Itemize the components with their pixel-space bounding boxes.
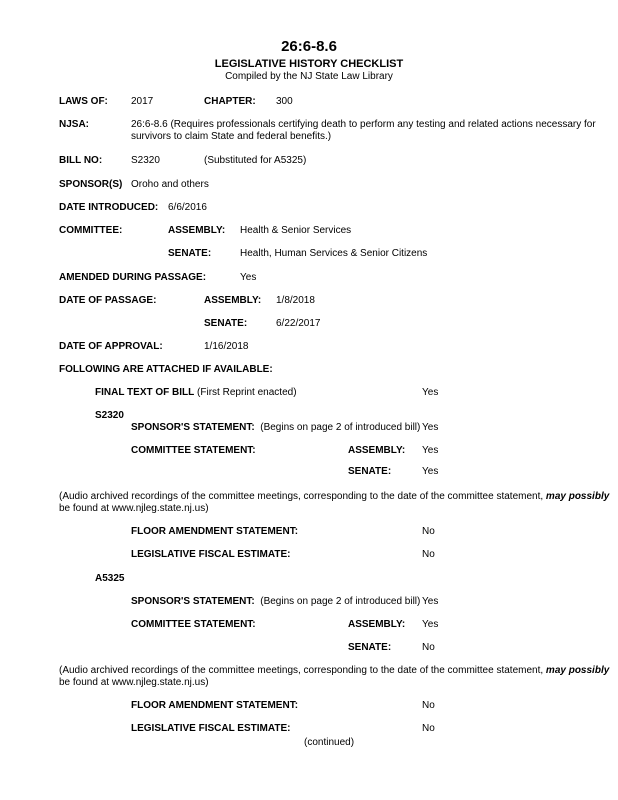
- committee-senate-label: SENATE:: [168, 248, 212, 259]
- s2320-sponsor-row: [131, 422, 420, 434]
- document-subtitle: Compiled by the NJ State Law Library: [225, 71, 393, 82]
- a5325-fiscal-value: No: [422, 723, 435, 734]
- audio-note-2-text: (Audio archived recordings of the committee meetings, corresponding to the date of the committee statement,: [59, 665, 544, 676]
- audio-note-emphasis: may possibly: [545, 491, 610, 502]
- chapter-value: 300: [276, 96, 293, 107]
- a5325-sponsor-note: (Begins on page 2 of introduced bill): [260, 596, 421, 607]
- committee-senate-value: Health, Human Services & Senior Citizens: [240, 248, 428, 259]
- audio-note-text: (Audio archived recordings of the committee meetings, corresponding to the date of the committee statement,: [59, 491, 544, 502]
- date-of-passage-label: DATE OF PASSAGE:: [59, 295, 157, 306]
- audio-note-2-line-1: [59, 665, 609, 677]
- document-title: LEGISLATIVE HISTORY CHECKLIST: [214, 58, 404, 70]
- s2320-sponsor-label: SPONSOR'S STATEMENT:: [131, 422, 255, 433]
- sponsors-value: Oroho and others: [131, 179, 209, 190]
- date-introduced-label: DATE INTRODUCED:: [59, 202, 159, 213]
- final-text-value: Yes: [422, 387, 439, 398]
- a5325-sponsor-value: Yes: [422, 596, 439, 607]
- passage-senate-value: 6/22/2017: [276, 318, 321, 329]
- a5325-senate-value: No: [422, 642, 435, 653]
- s2320-sponsor-value: Yes: [422, 422, 439, 433]
- s2320-senate-label: SENATE:: [348, 466, 392, 477]
- audio-note-line-1: [59, 491, 609, 503]
- continued-note: (continued): [304, 737, 355, 748]
- s2320-committee-label: COMMITTEE STATEMENT:: [131, 445, 256, 456]
- bill-no-value: S2320: [131, 155, 160, 166]
- final-text-note: (First Reprint enacted): [197, 387, 297, 398]
- laws-of-value: 2017: [131, 96, 154, 107]
- page-title: 26:6-8.6: [281, 38, 337, 55]
- bill-substituted: (Substituted for A5325): [204, 155, 307, 166]
- date-introduced-value: 6/6/2016: [168, 202, 207, 213]
- committee-assembly-value: Health & Senior Services: [240, 225, 352, 236]
- a5325-sponsor-row: [131, 596, 420, 608]
- amended-value: Yes: [240, 272, 257, 283]
- s2320-floor-label: FLOOR AMENDMENT STATEMENT:: [131, 526, 299, 537]
- a5325-sponsor-label: SPONSOR'S STATEMENT:: [131, 596, 255, 607]
- passage-senate-label: SENATE:: [204, 318, 248, 329]
- audio-note-2-line-2: be found at www.njleg.state.nj.us): [59, 677, 209, 688]
- laws-of-label: LAWS OF:: [59, 96, 108, 107]
- njsa-line-1: 26:6-8.6 (Requires professionals certifying death to perform any testing and related actions necessary for: [131, 119, 596, 130]
- a5325-assembly-label: ASSEMBLY:: [348, 619, 406, 630]
- final-text-label: FINAL TEXT OF BILL: [95, 387, 195, 398]
- s2320-floor-value: No: [422, 526, 435, 537]
- audio-note-2-emphasis: may possibly: [545, 665, 610, 676]
- amended-label: AMENDED DURING PASSAGE:: [59, 272, 207, 283]
- a5325-fiscal-label: LEGISLATIVE FISCAL ESTIMATE:: [131, 723, 291, 734]
- attached-heading: FOLLOWING ARE ATTACHED IF AVAILABLE:: [59, 364, 273, 375]
- s2320-assembly-value: Yes: [422, 445, 439, 456]
- a5325-floor-label: FLOOR AMENDMENT STATEMENT:: [131, 700, 299, 711]
- s2320-fiscal-label: LEGISLATIVE FISCAL ESTIMATE:: [131, 549, 291, 560]
- bill-no-label: BILL NO:: [59, 155, 103, 166]
- a5325-committee-label: COMMITTEE STATEMENT:: [131, 619, 256, 630]
- s2320-assembly-label: ASSEMBLY:: [348, 445, 406, 456]
- s2320-fiscal-value: No: [422, 549, 435, 560]
- a5325-heading: A5325: [95, 573, 125, 584]
- a5325-assembly-value: Yes: [422, 619, 439, 630]
- a5325-senate-label: SENATE:: [348, 642, 392, 653]
- committee-label: COMMITTEE:: [59, 225, 123, 236]
- date-of-approval-label: DATE OF APPROVAL:: [59, 341, 163, 352]
- passage-assembly-label: ASSEMBLY:: [204, 295, 262, 306]
- audio-note-line-2: be found at www.njleg.state.nj.us): [59, 503, 209, 514]
- chapter-label: CHAPTER:: [204, 96, 256, 107]
- final-text-row: [95, 387, 297, 399]
- njsa-line-2: survivors to claim State and federal benefits.): [131, 131, 332, 142]
- date-of-approval-value: 1/16/2018: [204, 341, 249, 352]
- sponsors-label: SPONSOR(S): [59, 179, 123, 190]
- a5325-floor-value: No: [422, 700, 435, 711]
- s2320-heading: S2320: [95, 410, 124, 421]
- passage-assembly-value: 1/8/2018: [276, 295, 315, 306]
- s2320-sponsor-note: (Begins on page 2 of introduced bill): [260, 422, 421, 433]
- committee-assembly-label: ASSEMBLY:: [168, 225, 226, 236]
- njsa-label: NJSA:: [59, 119, 90, 130]
- s2320-senate-value: Yes: [422, 466, 439, 477]
